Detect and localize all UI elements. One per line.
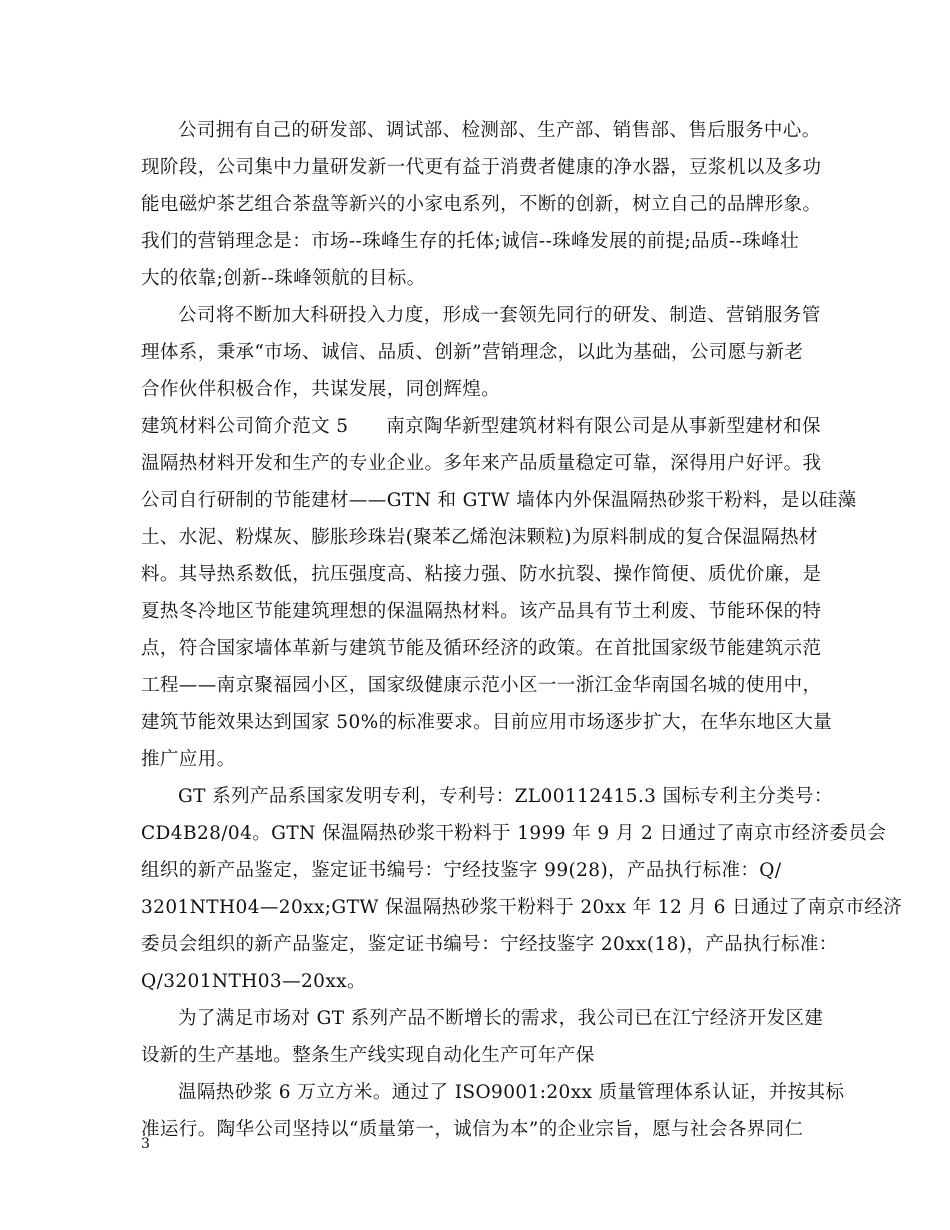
- text-line: 委员会组织的新产品鉴定，鉴定证书编号：宁经技鉴字 20xx(18)，产品执行标准：: [141, 934, 838, 955]
- text-line: 推广应用。: [141, 749, 236, 770]
- text-line: 建筑节能效果达到国家 50%的标准要求。目前应用市场逐步扩大，在华东地区大量: [141, 712, 833, 733]
- text-line: 温隔热砂浆 6 万立方米。通过了 ISO9001:20xx 质量管理体系认证，并按其标: [178, 1082, 845, 1103]
- text-line: 土、水泥、粉煤灰、膨胀珍珠岩(聚苯乙烯泡沫颗粒)为原料制成的复合保温隔热材: [141, 527, 818, 548]
- text-line: 公司将不断加大科研投入力度，形成一套领先同行的研发、制造、营销服务管: [178, 305, 821, 326]
- text-line: 合作伙伴积极合作，共谋发展，同创辉煌。: [141, 379, 501, 400]
- text-line: 点，符合国家墙体革新与建筑节能及循环经济的政策。在首批国家级节能建筑示范: [141, 638, 822, 659]
- text-line: 公司拥有自己的研发部、调试部、检测部、生产部、销售部、售后服务中心。: [178, 120, 821, 141]
- text-line: 3201NTH04—20xx;GTW 保温隔热砂浆干粉料于 20xx 年 12 月 6 日通过了南京市经济: [141, 897, 903, 918]
- text-line: GT 系列产品系国家发明专利，专利号：ZL00112415.3 国标专利主分类号：: [178, 786, 833, 807]
- text-line: 组织的新产品鉴定，鉴定证书编号：宁经技鉴字 99(28)，产品执行标准：Q/: [141, 860, 782, 881]
- text-line: CD4B28/04。GTN 保温隔热砂浆干粉料于 1999 年 9 月 2 日通过了南京市经济委员会: [141, 823, 887, 844]
- text-line: 能电磁炉茶艺组合茶盘等新兴的小家电系列，不断的创新，树立自己的品牌形象。: [141, 194, 822, 215]
- text-line: 温隔热材料开发和生产的专业企业。多年来产品质量稳定可靠，深得用户好评。我: [141, 453, 822, 474]
- page-number: 3: [141, 1136, 150, 1152]
- text-line: 工程——南京聚福园小区，国家级健康示范小区一一浙江金华南国名城的使用中，: [141, 675, 822, 696]
- text-line: 理体系，秉承“市场、诚信、品质、创新”营销理念，以此为基础，公司愿与新老: [141, 342, 804, 363]
- text-line: 设新的生产基地。整条生产线实现自动化生产可年产保: [141, 1045, 595, 1066]
- section-heading-line: 建筑材料公司简介范文 5 南京陶华新型建筑材料有限公司是从事新型建材和保: [141, 416, 821, 437]
- text-line: 夏热冬冷地区节能建筑理想的保温隔热材料。该产品具有节土利废、节能环保的特: [141, 601, 822, 622]
- text-line: 准运行。陶华公司坚持以“质量第一，诚信为本”的企业宗旨，愿与社会各界同仁: [141, 1119, 804, 1140]
- text-line: 为了满足市场对 GT 系列产品不断增长的需求，我公司已在江宁经济开发区建: [178, 1008, 824, 1029]
- text-line: 现阶段，公司集中力量研发新一代更有益于消费者健康的净水器，豆浆机以及多功: [141, 157, 822, 178]
- text-line: 我们的营销理念是：市场--珠峰生存的托体;诚信--珠峰发展的前提;品质--珠峰壮: [141, 231, 799, 252]
- text-line: 大的依靠;创新--珠峰领航的目标。: [141, 268, 426, 289]
- text-line: 公司自行研制的节能建材——GTN 和 GTW 墙体内外保温隔热砂浆干粉料，是以硅藻: [141, 490, 857, 511]
- text-line: 料。其导热系数低，抗压强度高、粘接力强、防水抗裂、操作简便、质优价廉，是: [141, 564, 822, 585]
- text-line: Q/3201NTH03—20xx。: [141, 971, 366, 992]
